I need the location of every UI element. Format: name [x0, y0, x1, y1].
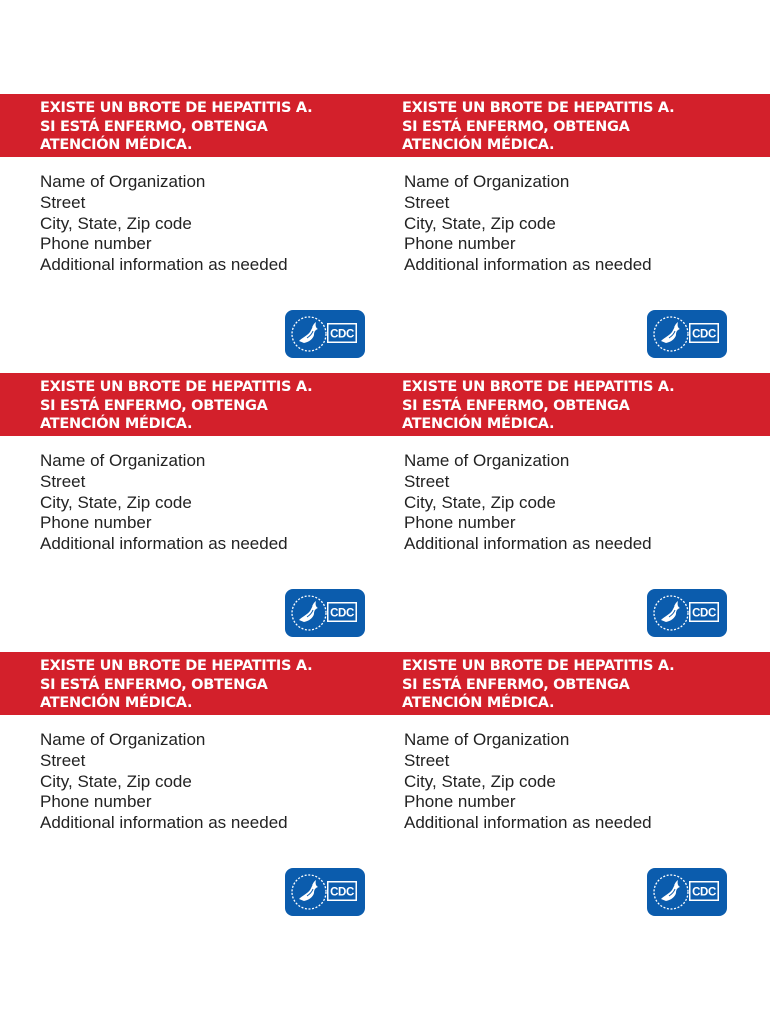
- svg-text:CDC: CDC: [692, 328, 716, 341]
- organization-name: Name of Organization: [40, 172, 206, 191]
- phone-number: Phone number: [404, 792, 516, 812]
- street: Street: [40, 192, 86, 212]
- street: Street: [40, 471, 86, 491]
- wallet-card-5: [0, 652, 362, 931]
- cdc-logo-icon: [285, 310, 365, 358]
- city-state-zip: City, State, Zip code: [404, 492, 556, 512]
- svg-text:CDC: CDC: [692, 886, 716, 899]
- city-state-zip: City, State, Zip code: [40, 213, 192, 233]
- city-state-zip: City, State, Zip code: [40, 771, 192, 791]
- cdc-logo-icon: [647, 310, 727, 358]
- alert-banner: [362, 652, 770, 715]
- wallet-card-3: [0, 373, 362, 652]
- city-state-zip: City, State, Zip code: [404, 771, 556, 791]
- banner-text: EXISTE UN BROTE DE HEPATITIS A. SI ESTÁ ENFERMO, OBTENGA ATENCIÓN MÉDICA.: [402, 100, 675, 153]
- additional-info: Additional information as needed: [404, 813, 652, 833]
- alert-banner: [0, 652, 362, 715]
- cdc-logo-icon: [647, 589, 727, 637]
- street: Street: [40, 750, 86, 770]
- city-state-zip: City, State, Zip code: [40, 492, 192, 512]
- wallet-card-1: [0, 94, 362, 373]
- cdc-logo-icon: [285, 868, 365, 916]
- phone-number: Phone number: [404, 513, 516, 533]
- banner-text: EXISTE UN BROTE DE HEPATITIS A. SI ESTÁ ENFERMO, OBTENGA ATENCIÓN MÉDICA.: [402, 379, 675, 432]
- svg-text:CDC: CDC: [330, 886, 354, 899]
- street: Street: [404, 192, 450, 212]
- contact-info: [40, 451, 288, 555]
- phone-number: Phone number: [40, 234, 152, 254]
- city-state-zip: City, State, Zip code: [404, 213, 556, 233]
- svg-text:CDC: CDC: [330, 607, 354, 620]
- alert-banner: [362, 94, 770, 157]
- banner-text: EXISTE UN BROTE DE HEPATITIS A. SI ESTÁ ENFERMO, OBTENGA ATENCIÓN MÉDICA.: [40, 100, 313, 153]
- street: Street: [404, 471, 450, 491]
- additional-info: Additional information as needed: [404, 255, 652, 275]
- alert-banner: [362, 373, 770, 436]
- alert-banner: [0, 373, 362, 436]
- banner-text: EXISTE UN BROTE DE HEPATITIS A. SI ESTÁ ENFERMO, OBTENGA ATENCIÓN MÉDICA.: [402, 658, 675, 711]
- phone-number: Phone number: [40, 513, 152, 533]
- svg-text:CDC: CDC: [692, 607, 716, 620]
- additional-info: Additional information as needed: [40, 255, 288, 275]
- additional-info: Additional information as needed: [40, 813, 288, 833]
- organization-name: Name of Organization: [40, 730, 206, 749]
- contact-info: [404, 172, 652, 276]
- wallet-card-2: [362, 94, 770, 373]
- cdc-logo-icon: [647, 868, 727, 916]
- phone-number: Phone number: [40, 792, 152, 812]
- svg-text:CDC: CDC: [330, 328, 354, 341]
- additional-info: Additional information as needed: [40, 534, 288, 554]
- additional-info: Additional information as needed: [404, 534, 652, 554]
- banner-text: EXISTE UN BROTE DE HEPATITIS A. SI ESTÁ ENFERMO, OBTENGA ATENCIÓN MÉDICA.: [40, 658, 313, 711]
- organization-name: Name of Organization: [40, 451, 206, 470]
- alert-banner: [0, 94, 362, 157]
- phone-number: Phone number: [404, 234, 516, 254]
- contact-info: [404, 730, 652, 834]
- contact-info: [40, 730, 288, 834]
- street: Street: [404, 750, 450, 770]
- wallet-card-6: [362, 652, 770, 931]
- wallet-card-4: [362, 373, 770, 652]
- contact-info: [404, 451, 652, 555]
- cdc-logo-icon: [285, 589, 365, 637]
- organization-name: Name of Organization: [404, 172, 570, 191]
- organization-name: Name of Organization: [404, 451, 570, 470]
- contact-info: [40, 172, 288, 276]
- organization-name: Name of Organization: [404, 730, 570, 749]
- banner-text: EXISTE UN BROTE DE HEPATITIS A. SI ESTÁ ENFERMO, OBTENGA ATENCIÓN MÉDICA.: [40, 379, 313, 432]
